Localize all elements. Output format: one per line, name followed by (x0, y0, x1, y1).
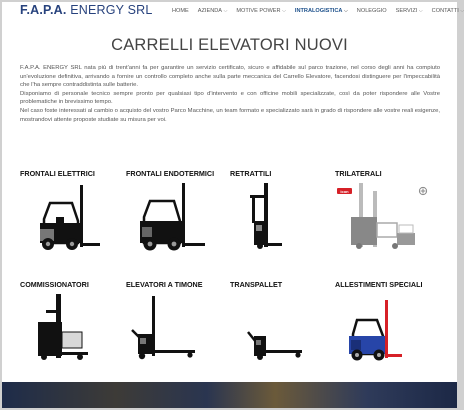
category-title: ELEVATORI A TIMONE (126, 280, 203, 289)
nav-item-servizi[interactable]: SERVIZI ⌵ (395, 8, 423, 14)
chevron-down-icon: ⌵ (282, 8, 286, 14)
chevron-down-icon: ⌵ (418, 8, 423, 14)
page-frame (2, 2, 464, 408)
category-commissionatori[interactable] (20, 280, 125, 370)
brand-logo[interactable] (20, 3, 153, 17)
turret-truck-icon (335, 181, 440, 253)
brand-bold: F.A.P.A. (20, 3, 67, 17)
pedestrian-stacker-icon (126, 292, 206, 364)
nav-item-noleggio[interactable]: NOLEGGIO (356, 8, 387, 14)
category-title: FRONTALI ELETTRICI (20, 169, 95, 178)
category-frontali-elettrici[interactable] (20, 169, 125, 259)
chevron-down-icon: ⌵ (223, 8, 228, 14)
pallet-truck-icon (230, 292, 310, 364)
category-transpallet[interactable] (230, 280, 335, 370)
intro-paragraph: Nel caso foste interessati al cambio o acquisto del vostro Parco Macchine, un team formato e specializzato sarà in grado di rispondere alle vostre reali esigenze, mostrandovi attente proposte studiate su misura per voi. (20, 107, 440, 123)
brand-rest: ENERGY SRL (66, 3, 153, 17)
svg-text:icon: icon (340, 189, 349, 194)
category-frontali-endotermici[interactable] (126, 169, 231, 259)
order-picker-icon (20, 292, 100, 364)
nav-item-intralogistica[interactable]: INTRALOGISTICA ⌵ (294, 8, 348, 14)
category-title: COMMISSIONATORI (20, 280, 89, 289)
nav-item-contatti[interactable]: CONTATTI ⌵ (431, 8, 464, 14)
intro-text (20, 64, 440, 124)
nav-item-azienda[interactable]: AZIENDA ⌵ (197, 8, 228, 14)
combustion-forklift-icon (126, 181, 206, 253)
footer-banner-image (2, 382, 457, 408)
category-title: ALLESTIMENTI SPECIALI (335, 280, 423, 289)
category-title: TRANSPALLET (230, 280, 283, 289)
category-retrattili[interactable] (230, 169, 335, 259)
nav-item-motive-power[interactable]: MOTIVE POWER ⌵ (236, 8, 286, 14)
category-title: TRILATERALI (335, 169, 382, 178)
chevron-down-icon: ⌵ (344, 8, 348, 14)
category-title: FRONTALI ENDOTERMICI (126, 169, 215, 178)
reach-truck-icon (230, 181, 310, 253)
intro-paragraph: F.A.P.A. ENERGY SRL nata più di trent'anni fa per garantire un servizio certificato, sicuro e affidabile sul parco trazione, nel corso degli anni ha compiuto un'evoluzione definitiva, arrivando a fornire un controllo completo anche sulla parte meccanica del Carrello Elevatore, facendosi distinguere per l'impeccabilità che l'ha sempre contraddistinta sulle batterie. (20, 65, 440, 89)
page-title: CARRELLI ELEVATORI NUOVI (111, 36, 348, 54)
nav-item-home[interactable]: HOME (172, 8, 189, 14)
electric-counterbalance-forklift-icon (20, 181, 100, 253)
chevron-down-icon: ⌵ (460, 8, 464, 14)
category-title: RETRATTILI (230, 169, 272, 178)
category-trilaterali[interactable] (335, 169, 440, 259)
category-allestimenti-speciali[interactable] (335, 280, 440, 370)
intro-paragraph: Disponiamo di personale tecnico sempre pronto per qualsiasi tipo d'intervento e con officine mobili specializzate, così da poter rispondere alle Vostre problematiche in brevissimo tempo. (20, 90, 440, 106)
category-elevatori-a-timone[interactable] (126, 280, 231, 370)
main-nav (172, 8, 464, 14)
site-header (2, 2, 464, 24)
special-setup-forklift-icon (335, 292, 415, 364)
